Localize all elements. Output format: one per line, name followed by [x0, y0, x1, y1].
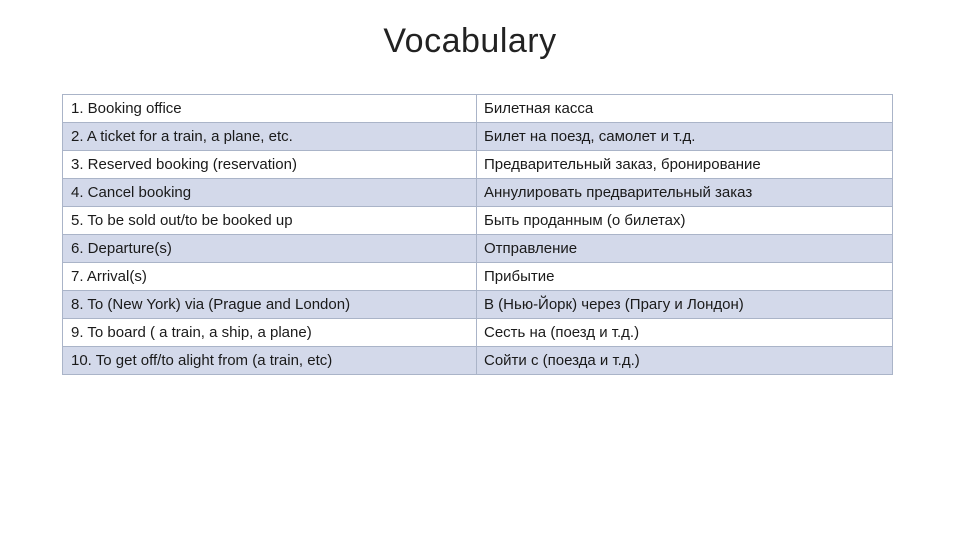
- russian-translation: В (Нью-Йорк) через (Прагу и Лондон): [477, 291, 893, 319]
- english-term: 7. Arrival(s): [63, 263, 477, 291]
- vocabulary-table: [62, 94, 893, 375]
- table-row: [63, 235, 893, 263]
- table-row: [63, 123, 893, 151]
- russian-translation: Билетная касса: [477, 95, 893, 123]
- english-term: 8. To (New York) via (Prague and London): [63, 291, 477, 319]
- russian-translation: Быть проданным (о билетах): [477, 207, 893, 235]
- table-row: [63, 263, 893, 291]
- english-term: 4. Cancel booking: [63, 179, 477, 207]
- english-term: 3. Reserved booking (reservation): [63, 151, 477, 179]
- slide-title: Vocabulary: [383, 22, 557, 60]
- table-row: [63, 319, 893, 347]
- english-term: 9. To board ( a train, a ship, a plane): [63, 319, 477, 347]
- english-term: 6. Departure(s): [63, 235, 477, 263]
- table-row: [63, 291, 893, 319]
- table-row: [63, 151, 893, 179]
- russian-translation: Билет на поезд, самолет и т.д.: [477, 123, 893, 151]
- russian-translation: Аннулировать предварительный заказ: [477, 179, 893, 207]
- table-row: [63, 347, 893, 375]
- table-row: [63, 95, 893, 123]
- english-term: 1. Booking office: [63, 95, 477, 123]
- english-term: 5. To be sold out/to be booked up: [63, 207, 477, 235]
- table-row: [63, 207, 893, 235]
- russian-translation: Предварительный заказ, бронирование: [477, 151, 893, 179]
- russian-translation: Сойти с (поезда и т.д.): [477, 347, 893, 375]
- english-term: 2. A ticket for a train, a plane, etc.: [63, 123, 477, 151]
- english-term: 10. To get off/to alight from (a train, etc): [63, 347, 477, 375]
- russian-translation: Прибытие: [477, 263, 893, 291]
- table-row: [63, 179, 893, 207]
- russian-translation: Отправление: [477, 235, 893, 263]
- russian-translation: Сесть на (поезд и т.д.): [477, 319, 893, 347]
